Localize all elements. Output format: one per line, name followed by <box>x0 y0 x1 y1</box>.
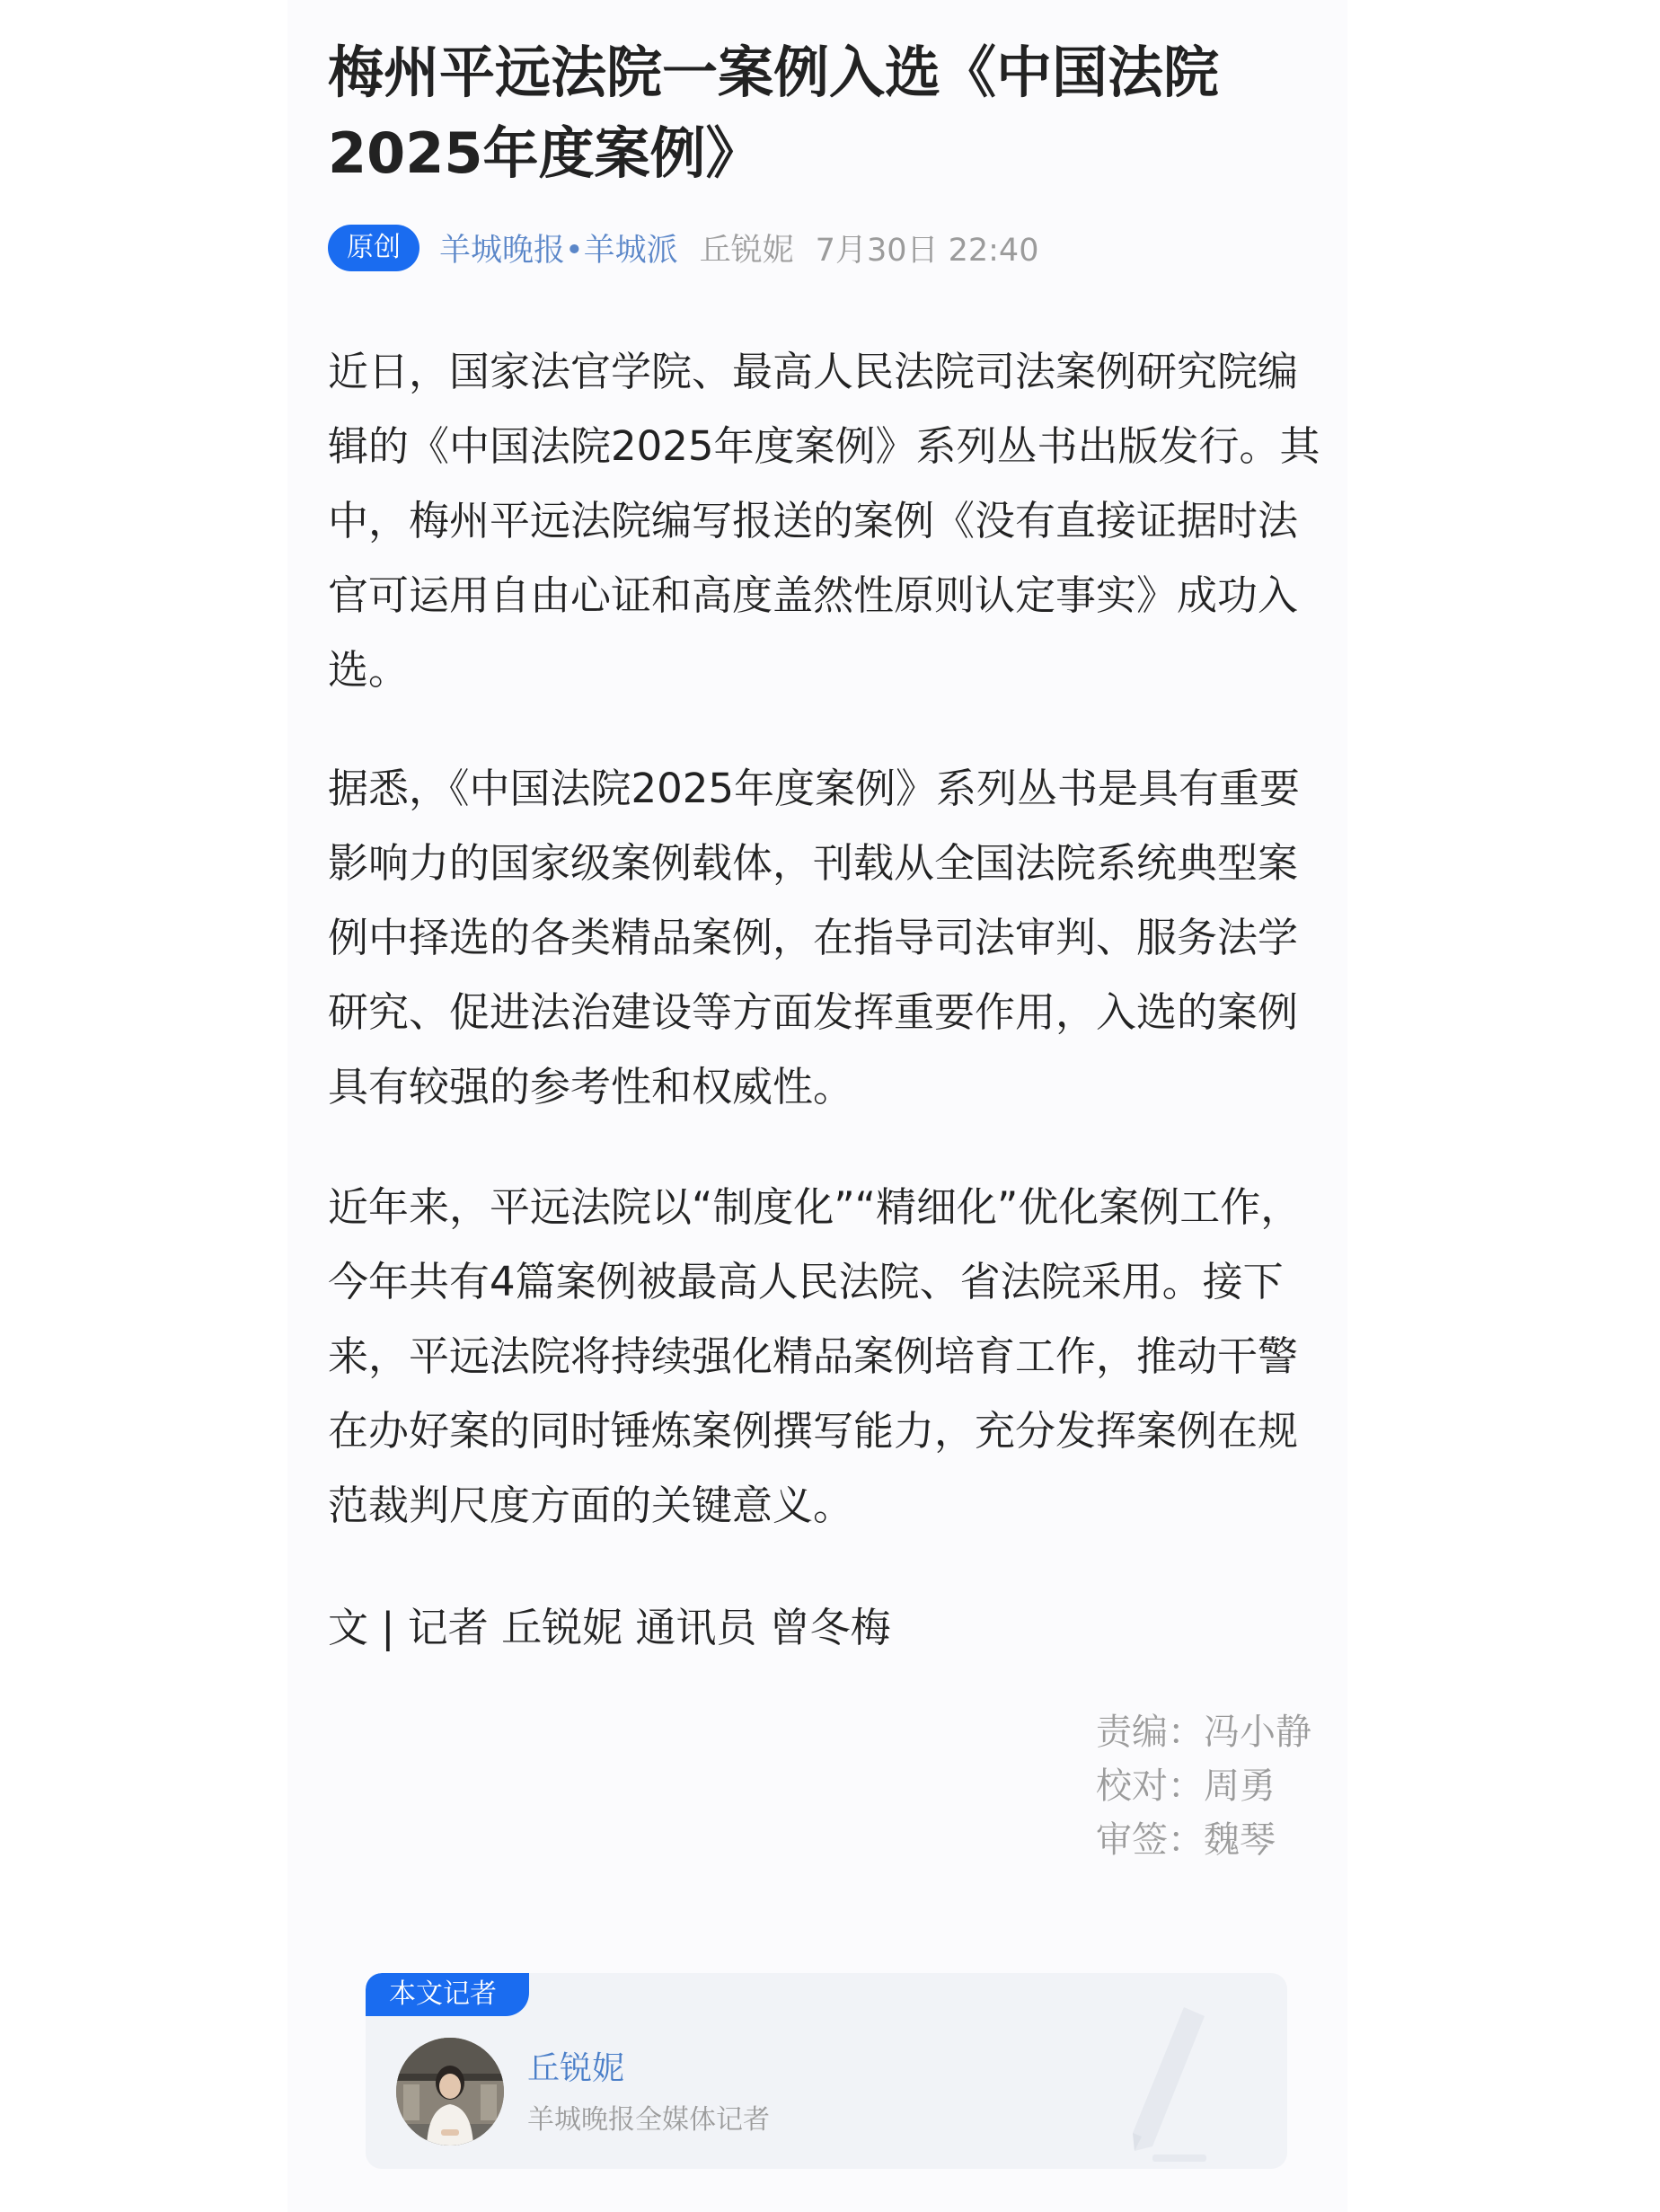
editor-credit: 责编：冯小静 <box>1096 1712 1311 1753</box>
paragraph-2: 据悉，《中国法院2025年度案例》系列丛书是具有重要影响力的国家级案例载体，刊载从全国法院系统典型案例中择选的各类精品案例，在指导司法审判、服务法学研究、促进法治建设等方面发挥重要作用，入选的案例具有较强的参考性和权威性。 <box>328 765 1301 1110</box>
reporter-avatar[interactable] <box>396 2038 504 2146</box>
reporter-card[interactable] <box>366 1973 1287 2169</box>
avatar-icon <box>396 2038 504 2146</box>
pen-icon <box>1099 1998 1215 2169</box>
paragraph-1: 近日，国家法官学院、最高人民法院司法案例研究院编辑的《中国法院2025年度案例》系列丛书出版发行。其中，梅州平远法院编写报送的案例《没有直接证据时法官可运用自由心证和高度盖然性原则认定事实》成功入选。 <box>328 348 1320 694</box>
author-name: 丘锐妮 <box>699 233 794 269</box>
article-container <box>287 0 1347 2212</box>
reporter-title: 羊城晚报全媒体记者 <box>527 2104 770 2136</box>
source-link[interactable]: 羊城晚报•羊城派 <box>439 233 678 269</box>
editor-credits <box>1096 1705 1311 1867</box>
byline: 文 | 记者 丘锐妮 通讯员 曾冬梅 <box>328 1604 891 1651</box>
article-meta <box>328 223 1038 273</box>
proofreader-credit: 校对：周勇 <box>1096 1765 1276 1807</box>
paragraph-3: 近年来，平远法院以“制度化”“精细化”优化案例工作，今年共有4篇案例被最高人民法院、省法院采用。接下来，平远法院将持续强化精品案例培育工作，推动干警在办好案的同时锤炼案例撰写能力，充分发挥案例在规范裁判尺度方面的关键意义。 <box>328 1183 1302 1529</box>
reporter-card-tag: 本文记者 <box>366 1973 529 2016</box>
article-title: 梅州平远法院一案例入选《中国法院2025年度案例》 <box>328 40 1220 186</box>
original-badge: 原创 <box>328 225 419 271</box>
reporter-name[interactable]: 丘锐妮 <box>527 2050 625 2087</box>
publish-time: 7月30日 22:40 <box>815 233 1039 269</box>
reviewer-credit: 审签：魏琴 <box>1096 1819 1276 1861</box>
